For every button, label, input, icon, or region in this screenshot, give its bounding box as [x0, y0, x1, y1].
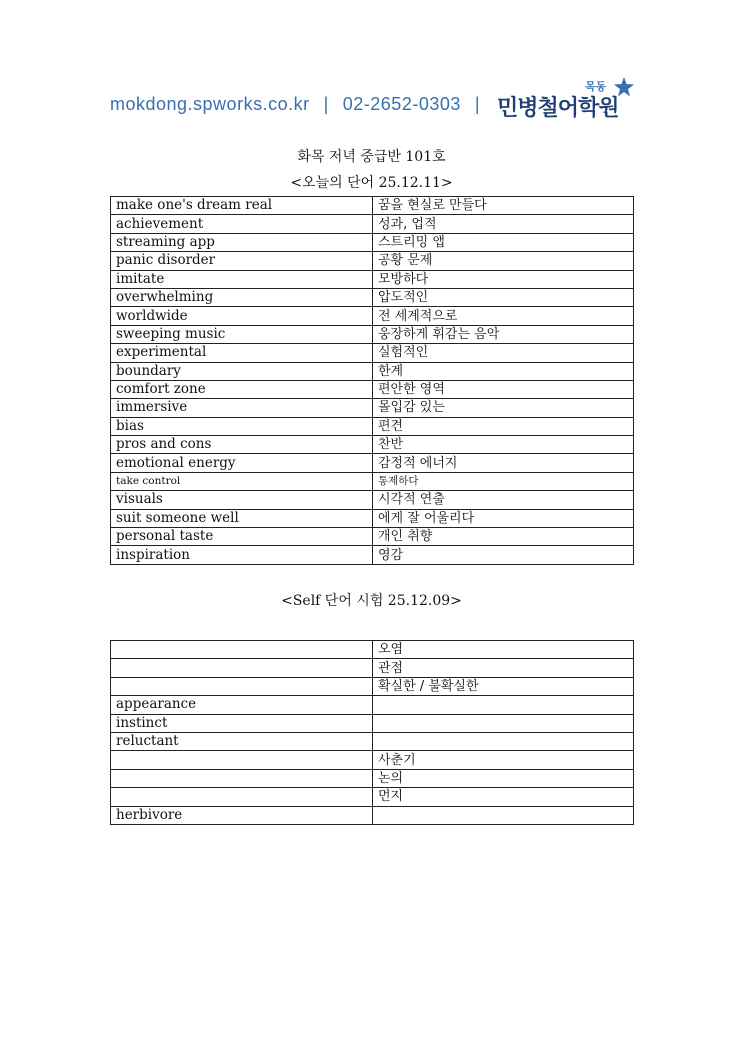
table-row	[111, 546, 634, 564]
table-row	[111, 677, 634, 695]
english-word-cell	[111, 641, 373, 659]
table-row	[111, 399, 634, 417]
korean-meaning-cell: 전 세계적으로	[373, 307, 634, 325]
class-title: 화목 저녁 중급반 101호	[297, 149, 446, 165]
table-row	[111, 528, 634, 546]
table-row	[111, 215, 634, 233]
korean-meaning-cell: 논의	[373, 769, 634, 787]
table-row	[111, 417, 634, 435]
table-row	[111, 325, 634, 343]
table-row	[111, 380, 634, 398]
english-word-cell: emotional energy	[111, 454, 373, 472]
table-row	[111, 788, 634, 806]
english-word-cell: panic disorder	[111, 252, 373, 270]
english-word-cell: bias	[111, 417, 373, 435]
phone-number: 02-2652-0303	[342, 94, 461, 114]
english-word-cell: boundary	[111, 362, 373, 380]
korean-meaning-cell: 웅장하게 휘감는 음악	[373, 325, 634, 343]
self-test-table	[110, 640, 634, 825]
academy-logo	[497, 76, 647, 126]
english-word-cell: worldwide	[111, 307, 373, 325]
korean-meaning-cell: 모방하다	[373, 270, 634, 288]
korean-meaning-cell: 사춘기	[373, 751, 634, 769]
korean-meaning-cell: 공황 문제	[373, 252, 634, 270]
table-row	[111, 509, 634, 527]
logo-location: 목동	[585, 80, 607, 93]
english-word-cell: inspiration	[111, 546, 373, 564]
korean-meaning-cell: 통제하다	[373, 472, 634, 490]
english-word-cell: experimental	[111, 344, 373, 362]
english-word-cell: personal taste	[111, 528, 373, 546]
korean-meaning-cell	[373, 714, 634, 732]
table-row	[111, 714, 634, 732]
table-row	[111, 436, 634, 454]
korean-meaning-cell: 꿈을 현실로 만들다	[373, 197, 634, 215]
table-row	[111, 751, 634, 769]
english-word-cell: take control	[111, 472, 373, 490]
english-word-cell: immersive	[111, 399, 373, 417]
english-word-cell: achievement	[111, 215, 373, 233]
english-word-cell: suit someone well	[111, 509, 373, 527]
table-row	[111, 732, 634, 750]
header-contact	[110, 94, 494, 115]
korean-meaning-cell: 한계	[373, 362, 634, 380]
separator: |	[323, 94, 329, 114]
table-row	[111, 769, 634, 787]
table-row	[111, 472, 634, 490]
korean-meaning-cell: 영감	[373, 546, 634, 564]
korean-meaning-cell: 성과, 업적	[373, 215, 634, 233]
english-word-cell	[111, 659, 373, 677]
korean-meaning-cell: 관점	[373, 659, 634, 677]
english-word-cell	[111, 788, 373, 806]
english-word-cell: sweeping music	[111, 325, 373, 343]
table-row	[111, 454, 634, 472]
table-row	[111, 659, 634, 677]
today-words-title: <오늘의 단어 25.12.11>	[290, 175, 453, 191]
korean-meaning-cell: 에게 잘 어울리다	[373, 509, 634, 527]
english-word-cell: imitate	[111, 270, 373, 288]
table-row	[111, 233, 634, 251]
table-row	[111, 252, 634, 270]
korean-meaning-cell: 오염	[373, 641, 634, 659]
table-row	[111, 197, 634, 215]
english-word-cell	[111, 751, 373, 769]
english-word-cell: reluctant	[111, 732, 373, 750]
korean-meaning-cell: 실험적인	[373, 344, 634, 362]
table-row	[111, 288, 634, 306]
korean-meaning-cell: 편견	[373, 417, 634, 435]
table-row	[111, 806, 634, 824]
table-row	[111, 270, 634, 288]
table-row	[111, 491, 634, 509]
korean-meaning-cell	[373, 806, 634, 824]
korean-meaning-cell: 스트리밍 앱	[373, 233, 634, 251]
english-word-cell: instinct	[111, 714, 373, 732]
english-word-cell	[111, 769, 373, 787]
korean-meaning-cell	[373, 696, 634, 714]
english-word-cell: make one's dream real	[111, 197, 373, 215]
english-word-cell	[111, 677, 373, 695]
today-vocab-table	[110, 196, 634, 565]
korean-meaning-cell: 감정적 에너지	[373, 454, 634, 472]
table-row	[111, 344, 634, 362]
website-link[interactable]: mokdong.spworks.co.kr	[110, 94, 310, 114]
korean-meaning-cell: 몰입감 있는	[373, 399, 634, 417]
korean-meaning-cell: 압도적인	[373, 288, 634, 306]
english-word-cell: overwhelming	[111, 288, 373, 306]
table-row	[111, 641, 634, 659]
self-test-title: <Self 단어 시험 25.12.09>	[281, 593, 462, 609]
korean-meaning-cell: 시각적 연출	[373, 491, 634, 509]
english-word-cell: appearance	[111, 696, 373, 714]
logo-name: 민병철어학원	[497, 96, 619, 121]
english-word-cell: visuals	[111, 491, 373, 509]
korean-meaning-cell	[373, 732, 634, 750]
english-word-cell: herbivore	[111, 806, 373, 824]
english-word-cell: comfort zone	[111, 380, 373, 398]
separator: |	[474, 94, 481, 114]
table-row	[111, 362, 634, 380]
english-word-cell: streaming app	[111, 233, 373, 251]
table-row	[111, 307, 634, 325]
korean-meaning-cell: 확실한 / 불확실한	[373, 677, 634, 695]
korean-meaning-cell: 찬반	[373, 436, 634, 454]
english-word-cell: pros and cons	[111, 436, 373, 454]
table-row	[111, 696, 634, 714]
korean-meaning-cell: 편안한 영역	[373, 380, 634, 398]
korean-meaning-cell: 개인 취향	[373, 528, 634, 546]
korean-meaning-cell: 먼지	[373, 788, 634, 806]
